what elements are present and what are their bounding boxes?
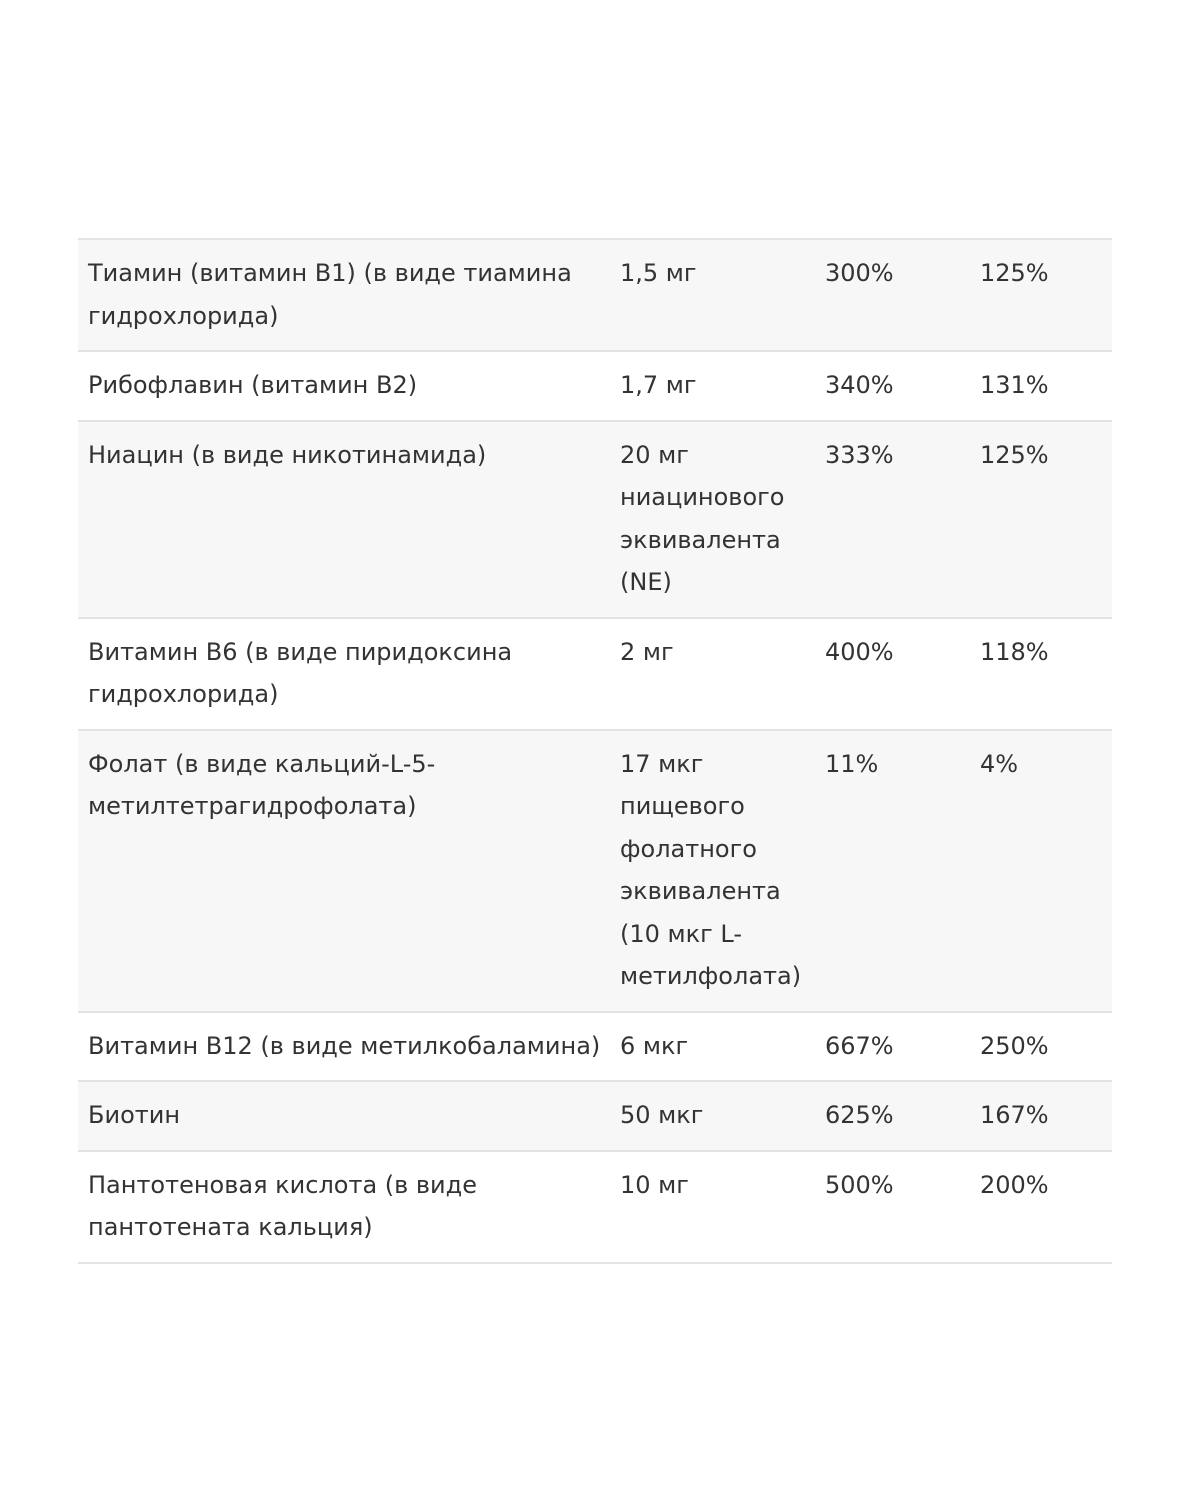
table-row (78, 730, 1112, 1012)
nutrient-name: Рибофлавин (витамин B2) (88, 371, 418, 399)
nrv-percent: 131% (980, 371, 1049, 399)
table-row (78, 1081, 1112, 1151)
table-row (78, 618, 1112, 730)
nrv-percent: 250% (980, 1031, 1049, 1060)
nutrient-amount: 50 мкг (620, 1101, 704, 1129)
nutrient-amount: 17 мкг пищевого фолатного эквивалента (10 мкг L-метилфолата) (620, 749, 802, 990)
nutrient-amount: 2 мг (620, 637, 674, 666)
table-row (78, 421, 1112, 618)
daily-value-percent: 400% (825, 637, 894, 666)
nrv-percent: 125% (980, 259, 1049, 287)
daily-value-percent: 667% (825, 1031, 894, 1060)
daily-value-percent: 300% (825, 259, 894, 287)
table-row (78, 1012, 1112, 1082)
nutrient-amount: 1,5 мг (620, 259, 697, 287)
nrv-percent: 118% (980, 637, 1049, 666)
nutrient-name: Ниацин (в виде никотинамида) (88, 440, 487, 469)
nutrient-name: Витамин B6 (в виде пиридоксина гидрохлорида) (88, 637, 513, 708)
nutrient-name: Пантотеновая кислота (в виде пантотената кальция) (88, 1170, 478, 1241)
supplement-facts-table (78, 238, 1112, 1264)
nutrition-table (78, 238, 1112, 1264)
nrv-percent: 4% (980, 749, 1019, 778)
nrv-percent: 167% (980, 1101, 1049, 1129)
daily-value-percent: 625% (825, 1101, 894, 1129)
nutrient-amount: 20 мг ниацинового эквивалента (NE) (620, 440, 785, 596)
daily-value-percent: 340% (825, 371, 894, 399)
nutrient-amount: 10 мг (620, 1170, 689, 1199)
table-row (78, 1151, 1112, 1263)
daily-value-percent: 333% (825, 440, 894, 469)
daily-value-percent: 11% (825, 749, 879, 778)
nutrient-amount: 6 мкг (620, 1031, 689, 1060)
daily-value-percent: 500% (825, 1170, 894, 1199)
table-row (78, 351, 1112, 421)
nutrient-amount: 1,7 мг (620, 371, 697, 399)
nrv-percent: 200% (980, 1170, 1049, 1199)
nutrient-name: Фолат (в виде кальций-L-5-метилтетрагидрофолата) (88, 749, 436, 820)
nutrient-name: Биотин (88, 1101, 181, 1129)
table-row (78, 239, 1112, 351)
nutrient-name: Тиамин (витамин B1) (в виде тиамина гидрохлорида) (88, 259, 572, 330)
nutrient-name: Витамин B12 (в виде метилкобаламина) (88, 1031, 601, 1060)
nrv-percent: 125% (980, 440, 1049, 469)
